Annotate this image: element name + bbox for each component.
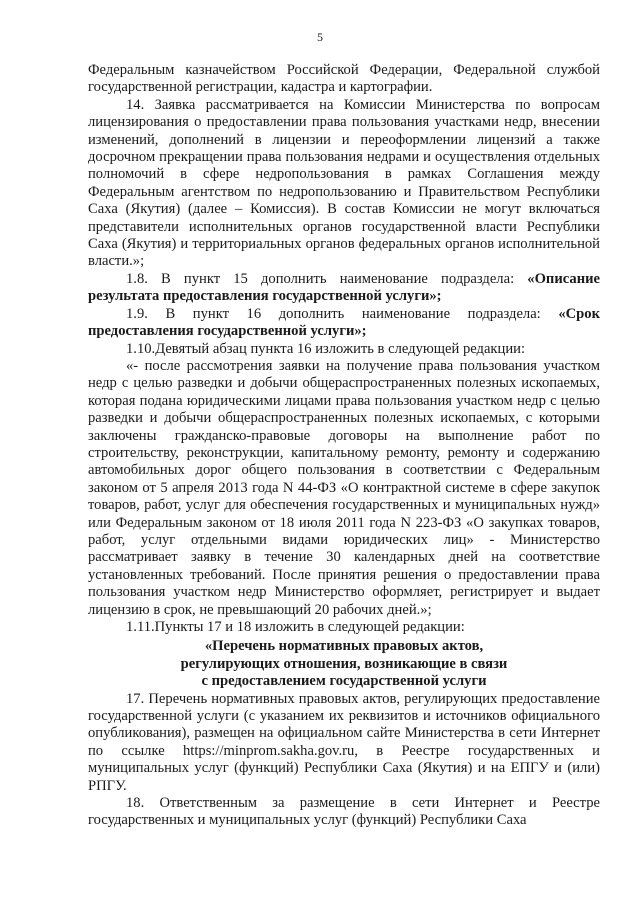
paragraph-continuation: Федеральным казначейством Российской Федерации, Федеральной службой государственной регистрации, кадастра и картографии.: [88, 62, 600, 96]
paragraph-1-8-bold: «Описание результата предоставления государственной услуги»;: [88, 270, 600, 305]
paragraph-1-9-text: 1.9. В пункт 16 дополнить наименование подраздела:: [126, 305, 559, 322]
paragraph-1-9: [88, 306, 600, 341]
paragraph-quote: «- после рассмотрения заявки на получение права пользования участком недр с целью разведки и добычи общераспространенных полезных ископаемых, которая подана юридическими лицами права пользования участком недр с целью разведки и добычи общераспространенных полезных ископаемых, с которыми заключены гражданско-правовые договоры на выполнение работ по строительству, реконструкции, капитальному ремонту, ремонту и содержанию автомобильных дорог общего пользования в соответствии с Федеральным законом от 5 апреля 2013 года N 44-ФЗ «О контрактной системе в сфере закупок товаров, работ, услуг для обеспечения государственных и муниципальных нужд» или Федеральным законом от 18 июля 2011 года N 223-ФЗ «О закупках товаров, работ, услуг отдельными видами юридических лиц» - Министерство рассматривает заявку в течение 30 календарных дней на соответствие установленных требований. После принятия решения о предоставлении права пользования участком недр Министерство оформляет, регистрирует и выдает лицензию в срок, не превышающий 20 рабочих дней.»;: [88, 357, 600, 618]
heading-line-2: регулирующих отношения, возникающие в связи: [180, 655, 508, 672]
paragraph-1-8: [88, 271, 600, 306]
paragraph-14: 14. Заявка рассматривается на Комиссии Министерства по вопросам лицензирования о предоставлении права пользования участками недр, внесении изменений, дополнений в лицензии и переоформлении лицензий а также досрочном прекращении права пользования недрами и осуществления отдельных полномочий в сфере недропользования в рамках Соглашения между Федеральным агентством по недропользованию и Правительством Республики Саха (Якутия) (далее – Комиссия). В состав Комиссии не могут включаться представители исполнительных органов государственной власти Республики Саха (Якутия) и территориальных органов федеральных органов исполнительной власти.»;: [88, 96, 600, 270]
heading-line-3: с предоставлением государственной услуги: [201, 673, 487, 690]
paragraph-1-8-text: 1.8. В пункт 15 дополнить наименование подраздела:: [126, 270, 528, 287]
paragraph-17: 17. Перечень нормативных правовых актов, регулирующих предоставление государственной услуги (с указанием их реквизитов и источников официального опубликования), размещен на официальном сайте Министерства в сети Интернет по ссылке https://minprom.sakha.gov.ru, в Реестре государственных и муниципальных услуг (функций) Республики Саха (Якутия) и на ЕПГУ и (или) РПГУ.: [88, 690, 600, 794]
page-number: 5: [317, 30, 323, 44]
document-body: [88, 62, 600, 830]
section-heading: [88, 638, 600, 690]
paragraph-1-10: 1.10.Девятый абзац пункта 16 изложить в следующей редакции:: [126, 340, 525, 357]
heading-line-1: «Перечень нормативных правовых актов,: [204, 638, 484, 655]
paragraph-1-11: 1.11.Пункты 17 и 18 изложить в следующей редакции:: [126, 619, 465, 635]
paragraph-1-9-bold: «Срок предоставления государственной услуги»;: [88, 305, 600, 340]
paragraph-18: 18. Ответственным за размещение в сети Интернет и Реестре государственных и муниципальных услуг (функций) Республики Саха: [88, 795, 600, 829]
